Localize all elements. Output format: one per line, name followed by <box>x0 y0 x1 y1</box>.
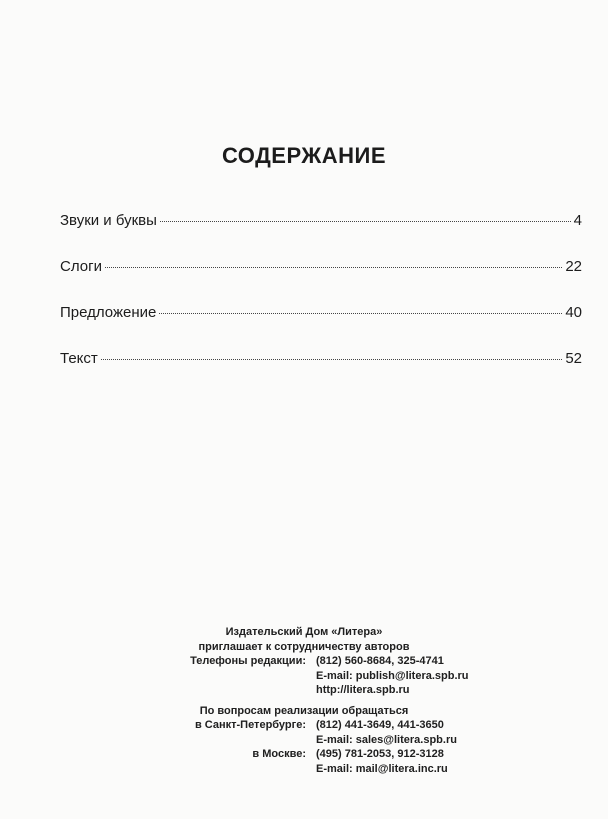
moscow-label: в Москве: <box>252 748 306 760</box>
table-of-contents <box>60 212 582 396</box>
toc-leader-dots <box>101 359 563 360</box>
publisher-name: Издательский Дом «Литера» <box>225 626 383 638</box>
publisher-imprint <box>0 625 608 776</box>
toc-leader-dots <box>159 313 562 314</box>
toc-leader-dots <box>160 221 571 222</box>
toc-entry-page: 4 <box>573 212 582 229</box>
toc-entry-label: Слоги <box>60 258 102 275</box>
toc-leader-dots <box>105 267 562 268</box>
moscow-email-row <box>0 762 608 777</box>
website: http://litera.spb.ru <box>316 684 410 696</box>
toc-entry-page: 40 <box>565 304 582 321</box>
toc-entry-page: 22 <box>565 258 582 275</box>
website-row <box>0 683 608 698</box>
toc-entry-page: 52 <box>565 350 582 367</box>
moscow-phones: (495) 781-2053, 912-3128 <box>316 748 444 760</box>
toc-entry-label: Предложение <box>60 304 157 321</box>
editorial-phones-label: Телефоны редакции: <box>190 655 306 667</box>
spb-email-row <box>0 733 608 748</box>
spb-email: E-mail: sales@litera.spb.ru <box>316 733 457 746</box>
editorial-email-row <box>0 669 608 684</box>
toc-entry-label: Звуки и буквы <box>60 212 157 229</box>
moscow-email: E-mail: mail@litera.inc.ru <box>316 762 448 775</box>
spb-phones-row <box>0 718 608 733</box>
spb-phones: (812) 441-3649, 441-3650 <box>316 719 444 731</box>
publisher-invite: приглашает к сотрудничеству авторов <box>198 640 410 653</box>
toc-entry-syllables <box>60 258 582 280</box>
moscow-phones-row <box>0 747 608 762</box>
toc-entry-sentence <box>60 304 582 326</box>
toc-entry-label: Текст <box>60 350 98 367</box>
editorial-phones-row <box>0 654 608 669</box>
page-title: СОДЕРЖАНИЕ <box>221 143 387 168</box>
editorial-email: E-mail: publish@litera.spb.ru <box>316 669 469 682</box>
toc-entry-sounds-letters <box>60 212 582 234</box>
sales-intro: По вопросам реализации обращаться <box>199 704 409 717</box>
editorial-phones: (812) 560-8684, 325-4741 <box>316 655 444 667</box>
spb-label: в Санкт-Петербурге: <box>194 719 306 731</box>
toc-entry-text <box>60 350 582 372</box>
